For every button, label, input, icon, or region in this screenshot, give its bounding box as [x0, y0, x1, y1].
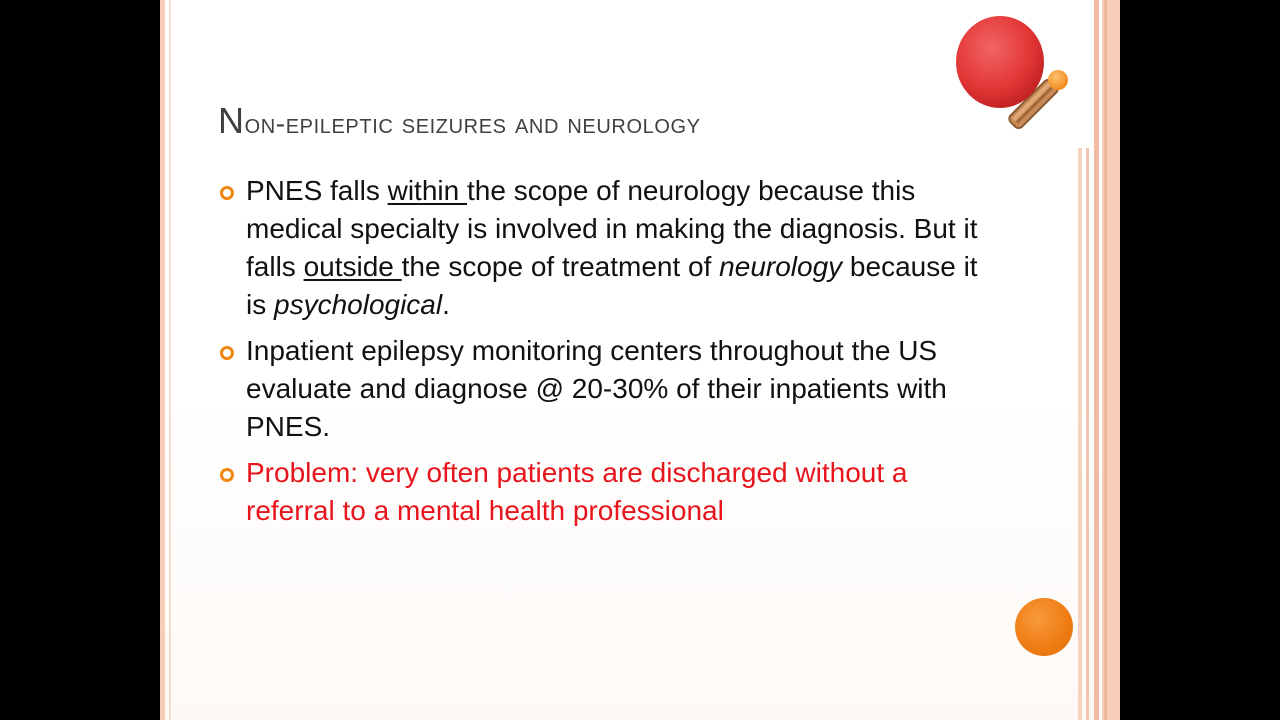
slide-title-initial: N [218, 100, 245, 141]
bullet-text: Inpatient epilepsy monitoring centers throughout the US evaluate and diagnose @ 20-30% of their inpatients with PNES. [246, 335, 947, 442]
bullet-item-problem [218, 454, 998, 530]
underlined-text-outside: outside [303, 251, 402, 282]
slide-title [218, 100, 701, 142]
text-run: the scope of neurology because this medical specialty is involved in making the diagnosis. But it falls [246, 175, 978, 282]
bullet-text: Problem: very often patients are discharged without a referral to a mental health professional [246, 457, 908, 526]
hollow-circle-bullet-icon [220, 186, 234, 200]
left-decorative-stripe-thin [169, 0, 171, 720]
underlined-text-within: within [387, 175, 467, 206]
right-decorative-stripe [1086, 148, 1089, 720]
hollow-circle-bullet-icon [220, 346, 234, 360]
italic-text-neurology: neurology [719, 251, 843, 282]
right-decorative-stripe [1094, 0, 1099, 720]
text-run: PNES falls [246, 175, 388, 206]
bullet-item-monitoring-centers [218, 332, 998, 446]
slide [160, 0, 1120, 720]
hollow-circle-bullet-icon [220, 468, 234, 482]
text-run: the scope of treatment of [401, 251, 720, 282]
bullet-list [218, 172, 998, 538]
slide-title-rest: on-epileptic seizures and neurology [244, 108, 701, 139]
text-run: . [442, 289, 450, 320]
ping-pong-paddle-icon [952, 14, 1082, 138]
right-decorative-stripe [1078, 148, 1082, 720]
orange-circle-icon [1015, 598, 1073, 656]
italic-text-psychological: psychological [274, 289, 443, 320]
bullet-item-pnes-scope [218, 172, 998, 324]
text-run: because it is [246, 251, 978, 320]
left-decorative-stripe [160, 0, 165, 720]
right-decorative-stripe [1104, 0, 1107, 720]
bullet-text [246, 175, 978, 320]
